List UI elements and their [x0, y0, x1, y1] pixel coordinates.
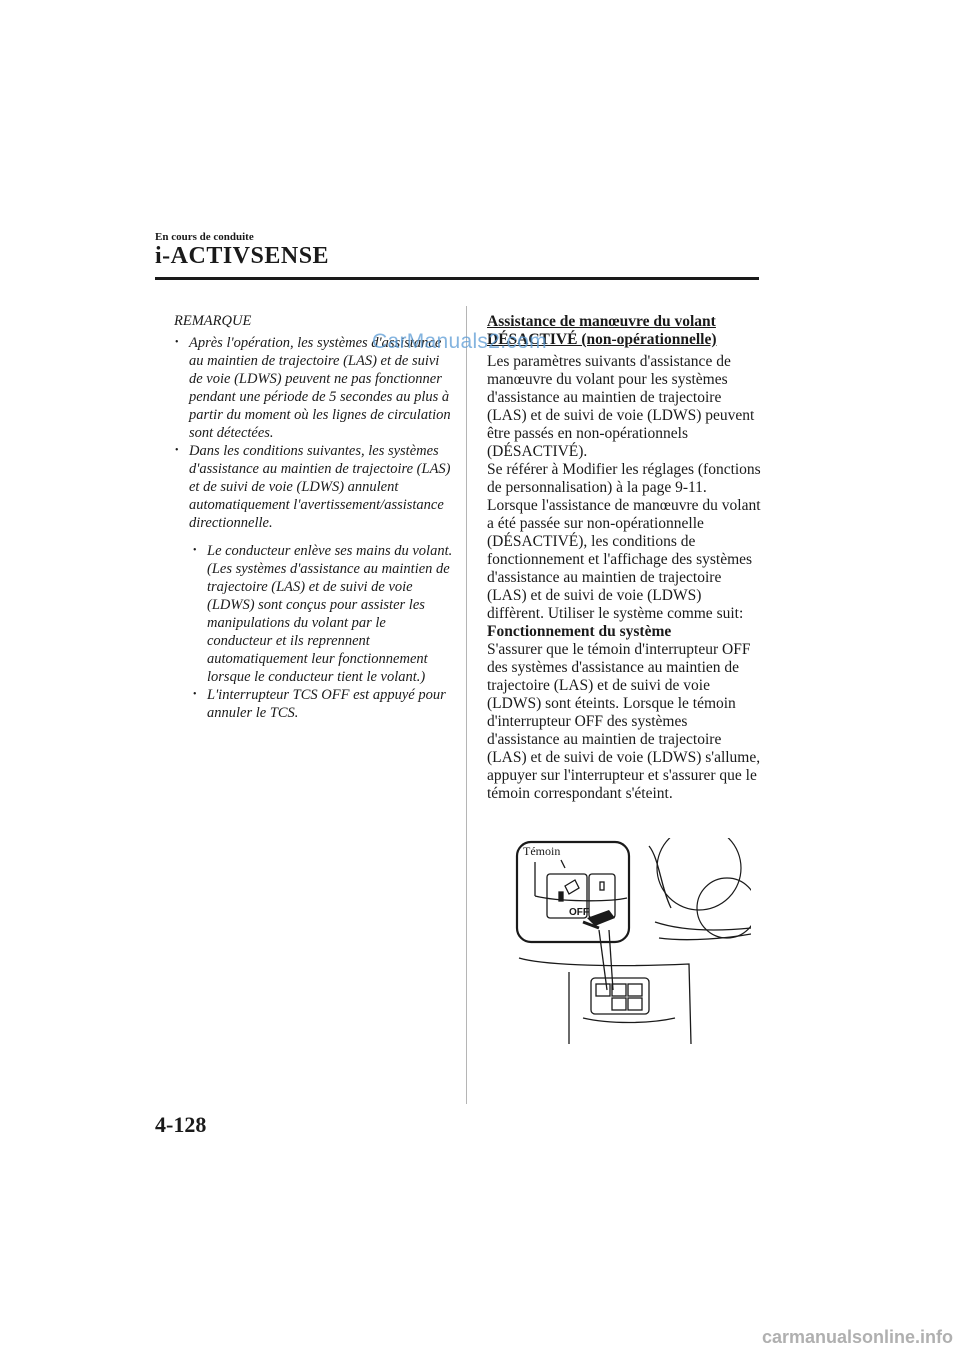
sub-bullet [189, 542, 454, 686]
chapter-title: i-ACTIVSENSE [155, 243, 330, 269]
page-number: 4-128 [155, 1112, 207, 1137]
sub-bullet [189, 686, 454, 722]
figure-label: Témoin [523, 844, 561, 858]
note-title: REMARQUE [174, 313, 252, 329]
dashboard-drawing [499, 838, 751, 1044]
note-bullet: • Après l'opération, les systèmes d'assistance au maintien de trajectoire (LAS) et de suivi de voie (LDWS) peuvent ne pas fonctionner pendant une période de 5 secondes au plus à partir du moment où les lignes de circulation sont détectées. [174, 334, 454, 442]
column-divider [466, 306, 467, 1104]
body-paragraph: Les paramètres suivants d'assistance de manœuvre du volant pour les systèmes d'assistance au maintien de trajectoire (LAS) et de suivi de voie (LDWS) peuvent être passés en non-opérationnels (DÉSACTIVÉ). [487, 353, 755, 460]
body-paragraph: Lorsque l'assistance de manœuvre du volant a été passée sur non-opérationnelle (DÉSACTIVÉ), les conditions de fonctionnement et l'affichage des systèmes d'assistance au maintien de trajectoire (LAS) et de suivi de voie (LDWS) diffèrent. Utiliser le système comme suit: [487, 497, 761, 622]
header-rule [155, 277, 759, 280]
section-heading-line: Assistance de manœuvre du volant [487, 313, 716, 330]
dashboard-switch-illustration [499, 838, 751, 1044]
sub-bullet-text: • Le conducteur enlève ses mains du volant. [207, 543, 453, 559]
watermark-site: carmanualsonline.info [762, 1327, 954, 1347]
note-bullet: • Dans les conditions suivantes, les systèmes d'assistance au maintien de trajectoire (LAS) et de suivi de voie (LDWS) annulent automatiquement l'avertissement/assistance directionnelle. [174, 442, 454, 532]
sub-bullet-text: • L'interrupteur TCS OFF est appuyé pour annuler le TCS. [207, 687, 446, 721]
switch-off-text: OFF [569, 907, 589, 918]
note-column [174, 312, 454, 722]
page-reference: Se référer à Modifier les réglages (fonctions de personnalisation) à la page 9-11. [487, 461, 761, 496]
watermark-logo: CarManuals2.com [372, 330, 547, 353]
section-heading-line: DÉSACTIVÉ (non-opérationnelle) [487, 331, 717, 348]
sub-bullet-text: (Les systèmes d'assistance au maintien de trajectoire (LAS) et de suivi de voie (LDWS) sont conçus pour assister les manipulations du volant par le conducteur et ils reprennent automatiquement leur fonctionnement lorsque le conducteur tient le volant.) [207, 561, 450, 685]
body-paragraph: S'assurer que le témoin d'interrupteur OFF des systèmes d'assistance au maintien de trajectoire (LAS) et de suivi de voie (LDWS) sont éteints. Lorsque le témoin d'interrupteur OFF des systèmes d'assistance au maintien de trajectoire (LAS) et de suivi de voie (LDWS) s'allume, appuyer sur l'interrupteur et s'assurer que le témoin correspondant s'éteint. [487, 641, 761, 802]
section-label: En cours de conduite [155, 231, 254, 243]
subheading: Fonctionnement du système [487, 623, 672, 640]
body-column [487, 313, 762, 803]
sub-bullet-list [174, 542, 454, 722]
